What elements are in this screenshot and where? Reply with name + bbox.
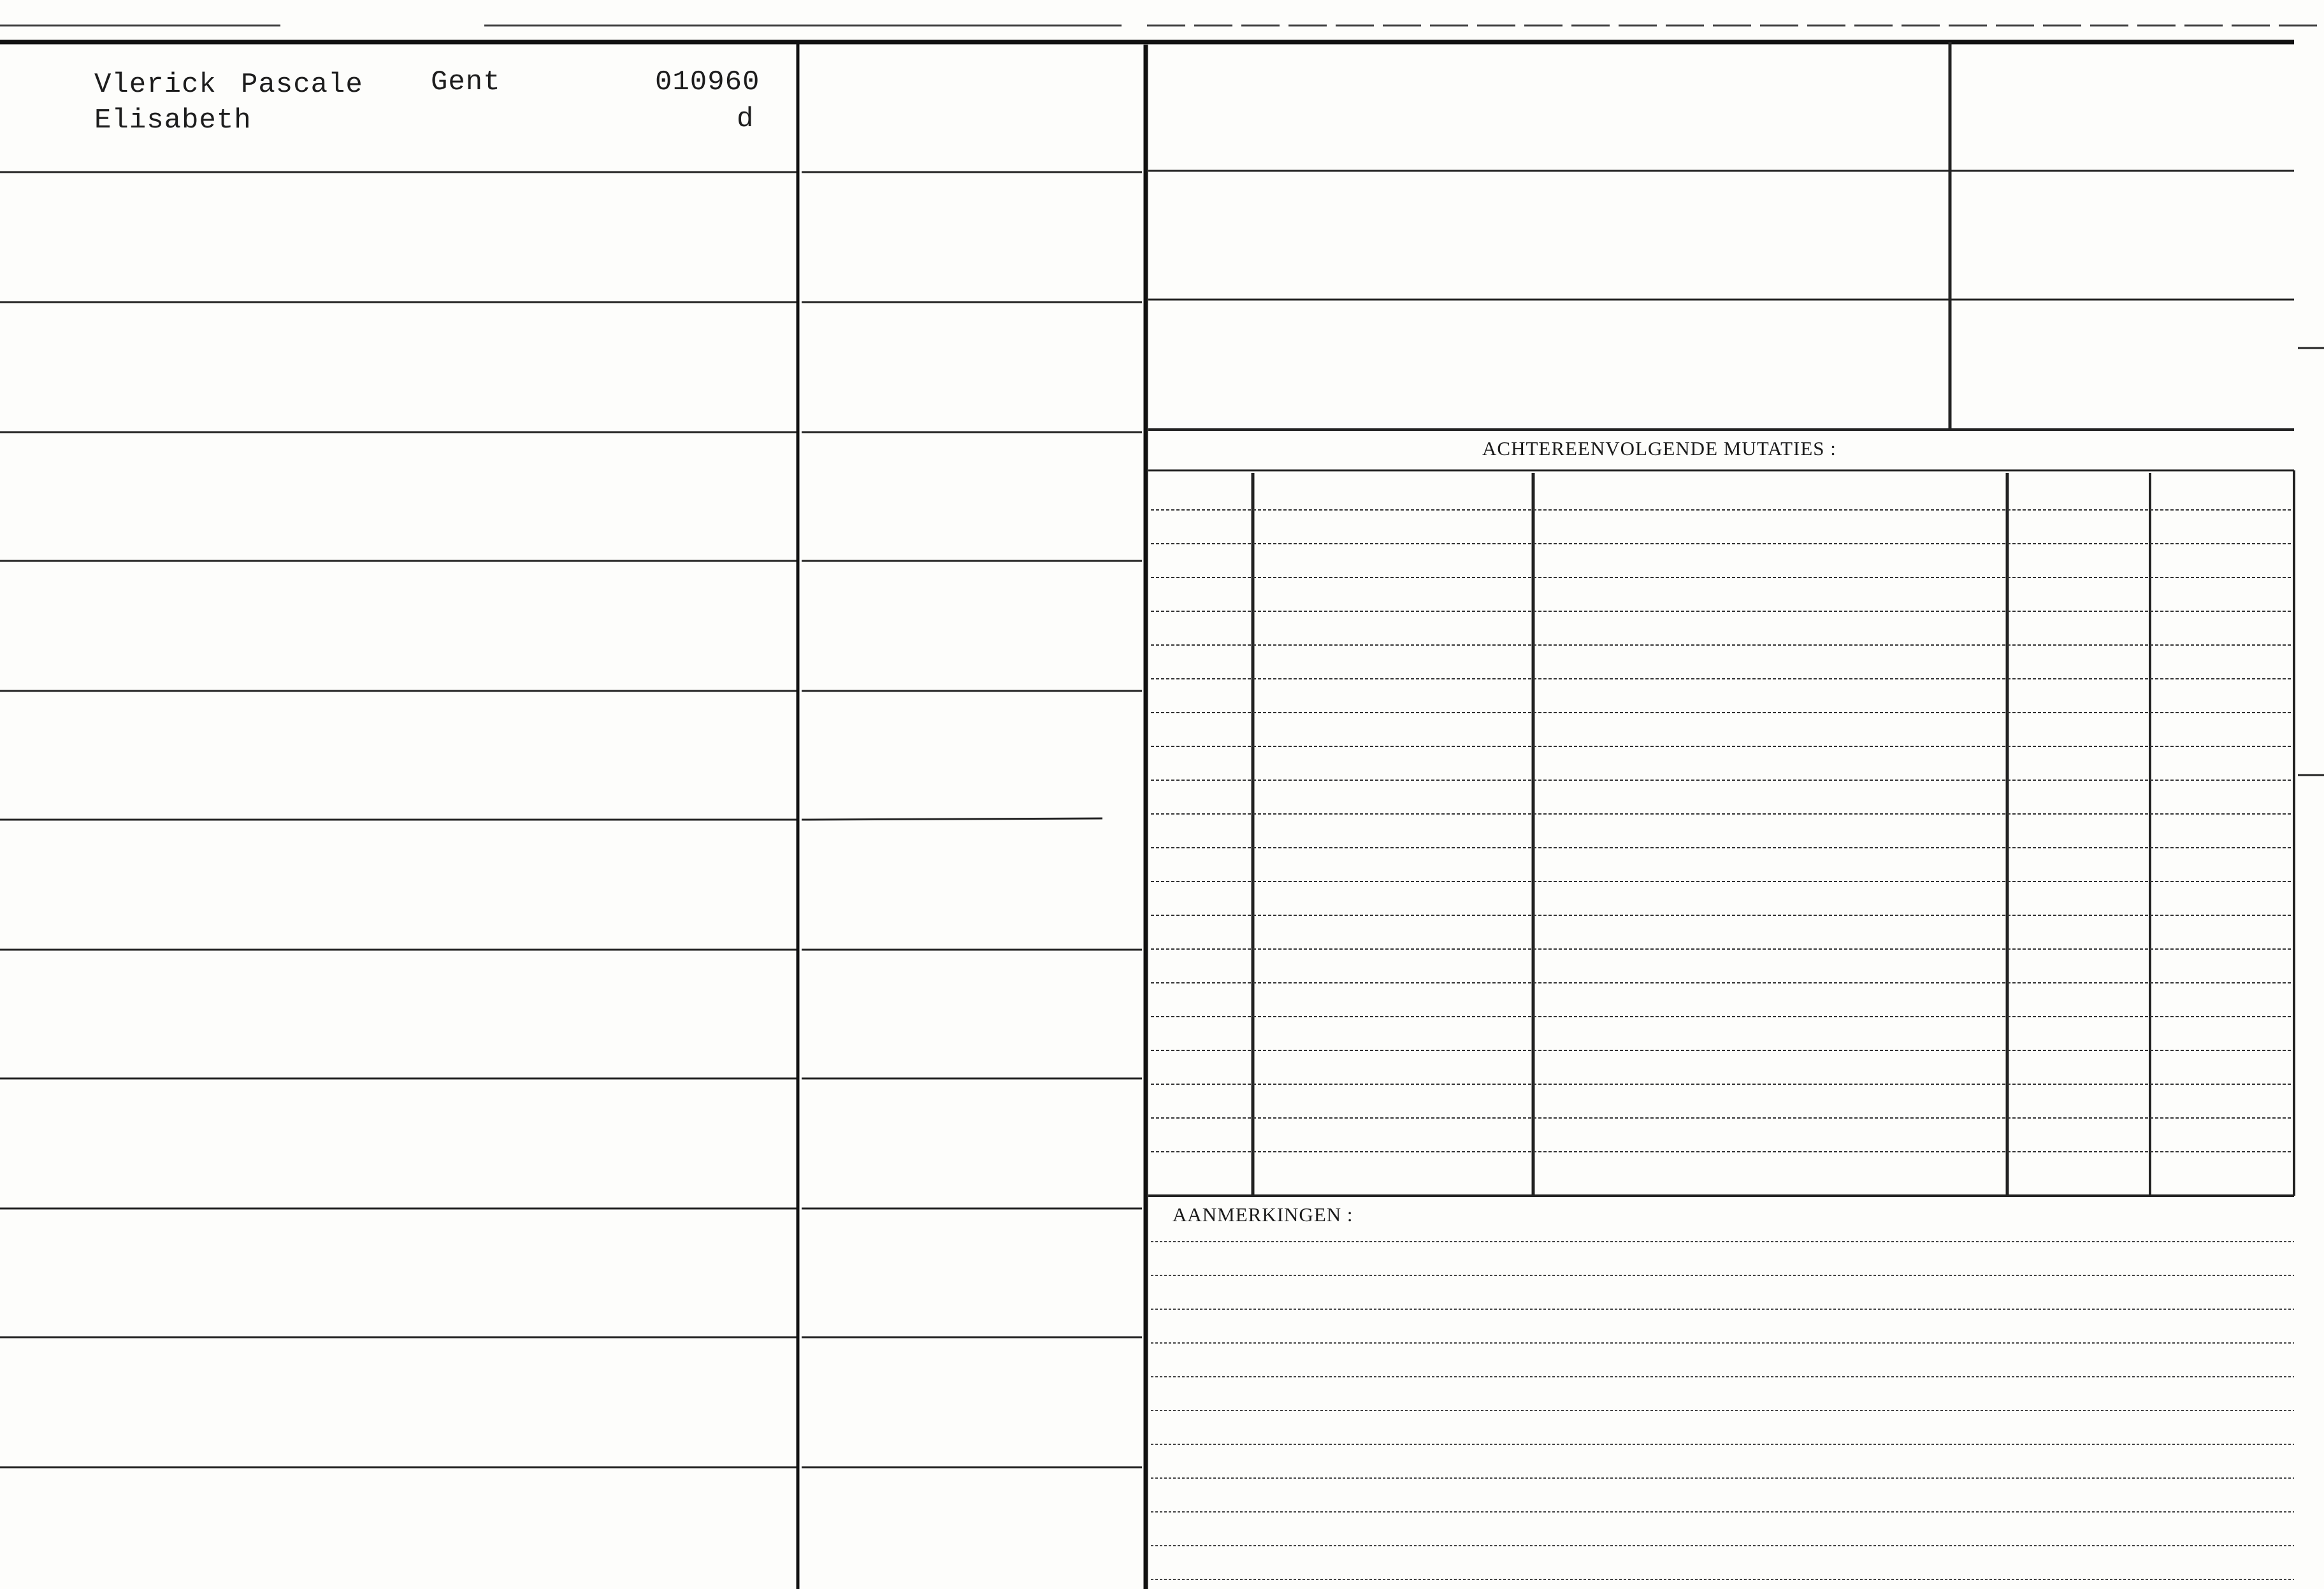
mutation-row-lines — [1151, 510, 2292, 1152]
place: Gent — [431, 66, 501, 98]
right-top-block — [1148, 42, 2294, 430]
second-name: Elisabeth — [94, 105, 252, 136]
remarks-heading: AANMERKINGEN : — [1173, 1203, 1353, 1226]
middle-row-lines — [802, 172, 1142, 1467]
date-mark: d — [737, 103, 754, 135]
remarks-lines — [1151, 1242, 2294, 1579]
mutations-heading: ACHTEREENVOLGENDE MUTATIES : — [1482, 437, 1837, 460]
date: 010960 — [655, 66, 760, 98]
left-row-lines — [0, 172, 798, 1467]
mutations-table — [1148, 470, 2294, 1196]
first-name: Pascale — [241, 69, 363, 101]
surname: Vlerick — [94, 69, 217, 101]
